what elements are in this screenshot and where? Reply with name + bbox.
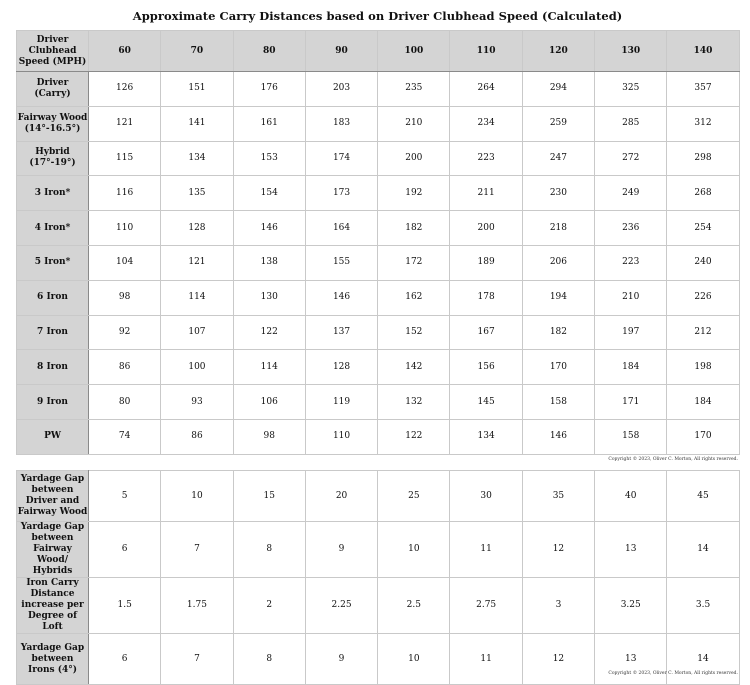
carry-cell: 171	[595, 385, 667, 420]
carry-cell: 272	[595, 141, 667, 176]
carry-cell: 254	[667, 211, 739, 246]
speed-header-140: 140	[667, 31, 739, 72]
carry-cell: 107	[161, 315, 233, 350]
table-row	[17, 72, 740, 107]
carry-cell: 137	[305, 315, 377, 350]
club-label: Fairway Wood (14°-16.5°)	[17, 106, 89, 141]
carry-cell: 298	[667, 141, 739, 176]
gap-cell: 3.5	[667, 578, 739, 634]
gap-cell: 15	[233, 471, 305, 522]
carry-cell: 146	[522, 419, 594, 454]
carry-cell: 151	[161, 72, 233, 107]
carry-cell: 121	[161, 245, 233, 280]
carry-cell: 80	[89, 385, 161, 420]
carry-cell: 128	[305, 350, 377, 385]
gap-cell: 2.75	[450, 578, 522, 634]
gap-cell: 25	[378, 471, 450, 522]
carry-cell: 203	[305, 72, 377, 107]
carry-cell: 210	[595, 280, 667, 315]
carry-distance-table	[16, 30, 740, 455]
carry-cell: 174	[305, 141, 377, 176]
gap-cell: 45	[667, 471, 739, 522]
gap-row	[17, 522, 740, 578]
gap-cell: 2.25	[305, 578, 377, 634]
carry-cell: 134	[161, 141, 233, 176]
table-row	[17, 350, 740, 385]
carry-cell: 212	[667, 315, 739, 350]
club-label: 9 Iron	[17, 385, 89, 420]
gap-table-body	[17, 471, 740, 685]
carry-cell: 146	[233, 211, 305, 246]
carry-cell: 172	[378, 245, 450, 280]
carry-cell: 100	[161, 350, 233, 385]
carry-cell: 158	[595, 419, 667, 454]
carry-cell: 145	[450, 385, 522, 420]
club-label: 8 Iron	[17, 350, 89, 385]
carry-cell: 116	[89, 176, 161, 211]
carry-cell: 132	[378, 385, 450, 420]
table-body	[17, 72, 740, 455]
copyright-note-bottom: Copyright © 2023, Oliver C. Morton, All rights reserved.	[608, 671, 738, 676]
carry-cell: 176	[233, 72, 305, 107]
carry-cell: 138	[233, 245, 305, 280]
page-title: Approximate Carry Distances based on Driver Clubhead Speed (Calculated)	[132, 9, 623, 23]
speed-header-100: 100	[378, 31, 450, 72]
carry-cell: 135	[161, 176, 233, 211]
speed-header-60: 60	[89, 31, 161, 72]
gap-cell: 8	[233, 522, 305, 578]
speed-header-70: 70	[161, 31, 233, 72]
carry-cell: 86	[161, 419, 233, 454]
gap-cell: 35	[522, 471, 594, 522]
carry-cell: 210	[378, 106, 450, 141]
gap-cell: 2	[233, 578, 305, 634]
carry-cell: 200	[378, 141, 450, 176]
table-row	[17, 176, 740, 211]
gap-cell: 14	[667, 634, 739, 685]
club-label: 7 Iron	[17, 315, 89, 350]
speed-header-110: 110	[450, 31, 522, 72]
carry-cell: 98	[233, 419, 305, 454]
club-label: 6 Iron	[17, 280, 89, 315]
carry-cell: 184	[595, 350, 667, 385]
carry-cell: 192	[378, 176, 450, 211]
gap-cell: 20	[305, 471, 377, 522]
gap-cell: 1.5	[89, 578, 161, 634]
carry-cell: 247	[522, 141, 594, 176]
carry-cell: 264	[450, 72, 522, 107]
carry-cell: 153	[233, 141, 305, 176]
carry-cell: 197	[595, 315, 667, 350]
table-row	[17, 419, 740, 454]
gap-cell: 40	[595, 471, 667, 522]
carry-cell: 93	[161, 385, 233, 420]
carry-cell: 200	[450, 211, 522, 246]
gap-cell: 6	[89, 634, 161, 685]
carry-cell: 235	[378, 72, 450, 107]
gap-cell: 11	[450, 634, 522, 685]
club-label: 3 Iron*	[17, 176, 89, 211]
yardage-gap-table	[16, 470, 740, 685]
club-label: Hybrid (17°-19°)	[17, 141, 89, 176]
carry-cell: 162	[378, 280, 450, 315]
gap-row	[17, 634, 740, 685]
carry-cell: 126	[89, 72, 161, 107]
carry-cell: 259	[522, 106, 594, 141]
carry-cell: 98	[89, 280, 161, 315]
carry-cell: 141	[161, 106, 233, 141]
gap-cell: 9	[305, 634, 377, 685]
gap-cell: 9	[305, 522, 377, 578]
carry-cell: 130	[233, 280, 305, 315]
carry-cell: 285	[595, 106, 667, 141]
gap-label: Yardage Gap between Fairway Wood/ Hybrids	[17, 522, 89, 578]
carry-cell: 170	[667, 419, 739, 454]
gap-row	[17, 578, 740, 634]
gap-cell: 5	[89, 471, 161, 522]
gap-cell: 8	[233, 634, 305, 685]
carry-cell: 240	[667, 245, 739, 280]
carry-cell: 110	[89, 211, 161, 246]
carry-cell: 218	[522, 211, 594, 246]
table-row	[17, 280, 740, 315]
table-row	[17, 141, 740, 176]
gap-cell: 7	[161, 634, 233, 685]
carry-cell: 121	[89, 106, 161, 141]
speed-header-80: 80	[233, 31, 305, 72]
gap-cell: 7	[161, 522, 233, 578]
carry-cell: 110	[305, 419, 377, 454]
carry-cell: 211	[450, 176, 522, 211]
carry-cell: 152	[378, 315, 450, 350]
carry-cell: 173	[305, 176, 377, 211]
carry-cell: 164	[305, 211, 377, 246]
carry-cell: 230	[522, 176, 594, 211]
speed-header-120: 120	[522, 31, 594, 72]
carry-cell: 226	[667, 280, 739, 315]
carry-cell: 236	[595, 211, 667, 246]
carry-cell: 155	[305, 245, 377, 280]
carry-cell: 92	[89, 315, 161, 350]
table-header-row	[17, 31, 740, 72]
gap-cell: 13	[595, 522, 667, 578]
speed-header-130: 130	[595, 31, 667, 72]
carry-cell: 104	[89, 245, 161, 280]
gap-cell: 10	[378, 522, 450, 578]
gap-cell: 10	[378, 634, 450, 685]
carry-cell: 178	[450, 280, 522, 315]
gap-cell: 10	[161, 471, 233, 522]
carry-cell: 182	[522, 315, 594, 350]
carry-cell: 357	[667, 72, 739, 107]
gap-cell: 13	[595, 634, 667, 685]
table-row	[17, 211, 740, 246]
carry-cell: 114	[233, 350, 305, 385]
carry-cell: 294	[522, 72, 594, 107]
carry-cell: 184	[667, 385, 739, 420]
carry-cell: 249	[595, 176, 667, 211]
club-label: 5 Iron*	[17, 245, 89, 280]
carry-cell: 86	[89, 350, 161, 385]
speed-header-90: 90	[305, 31, 377, 72]
carry-cell: 154	[233, 176, 305, 211]
gap-cell: 12	[522, 634, 594, 685]
carry-cell: 268	[667, 176, 739, 211]
gap-cell: 11	[450, 522, 522, 578]
carry-cell: 234	[450, 106, 522, 141]
gap-cell: 14	[667, 522, 739, 578]
carry-cell: 122	[378, 419, 450, 454]
carry-cell: 158	[522, 385, 594, 420]
carry-cell: 161	[233, 106, 305, 141]
carry-cell: 119	[305, 385, 377, 420]
gap-label: Iron Carry Distance increase per Degree of Loft	[17, 578, 89, 634]
gap-cell: 30	[450, 471, 522, 522]
gap-label: Yardage Gap between Irons (4°)	[17, 634, 89, 685]
carry-cell: 325	[595, 72, 667, 107]
table-row	[17, 106, 740, 141]
copyright-note: Copyright © 2023, Oliver C. Morton, All rights reserved.	[608, 457, 738, 462]
carry-cell: 189	[450, 245, 522, 280]
gap-cell: 2.5	[378, 578, 450, 634]
carry-cell: 142	[378, 350, 450, 385]
gap-row	[17, 471, 740, 522]
table-row	[17, 245, 740, 280]
gap-cell: 3	[522, 578, 594, 634]
carry-cell: 156	[450, 350, 522, 385]
table-row	[17, 315, 740, 350]
carry-cell: 167	[450, 315, 522, 350]
carry-cell: 223	[450, 141, 522, 176]
table-row	[17, 385, 740, 420]
carry-cell: 182	[378, 211, 450, 246]
carry-cell: 114	[161, 280, 233, 315]
carry-cell: 134	[450, 419, 522, 454]
carry-cell: 115	[89, 141, 161, 176]
carry-cell: 206	[522, 245, 594, 280]
carry-cell: 128	[161, 211, 233, 246]
gap-label: Yardage Gap between Driver and Fairway Wood	[17, 471, 89, 522]
carry-cell: 146	[305, 280, 377, 315]
carry-cell: 194	[522, 280, 594, 315]
carry-cell: 74	[89, 419, 161, 454]
carry-cell: 198	[667, 350, 739, 385]
club-label: 4 Iron*	[17, 211, 89, 246]
header-label: Driver Clubhead Speed (MPH)	[17, 31, 89, 72]
carry-cell: 183	[305, 106, 377, 141]
club-label: Driver (Carry)	[17, 72, 89, 107]
gap-cell: 3.25	[595, 578, 667, 634]
gap-cell: 1.75	[161, 578, 233, 634]
club-label: PW	[17, 419, 89, 454]
carry-cell: 106	[233, 385, 305, 420]
carry-cell: 223	[595, 245, 667, 280]
carry-cell: 170	[522, 350, 594, 385]
gap-cell: 12	[522, 522, 594, 578]
carry-cell: 312	[667, 106, 739, 141]
carry-cell: 122	[233, 315, 305, 350]
gap-cell: 6	[89, 522, 161, 578]
